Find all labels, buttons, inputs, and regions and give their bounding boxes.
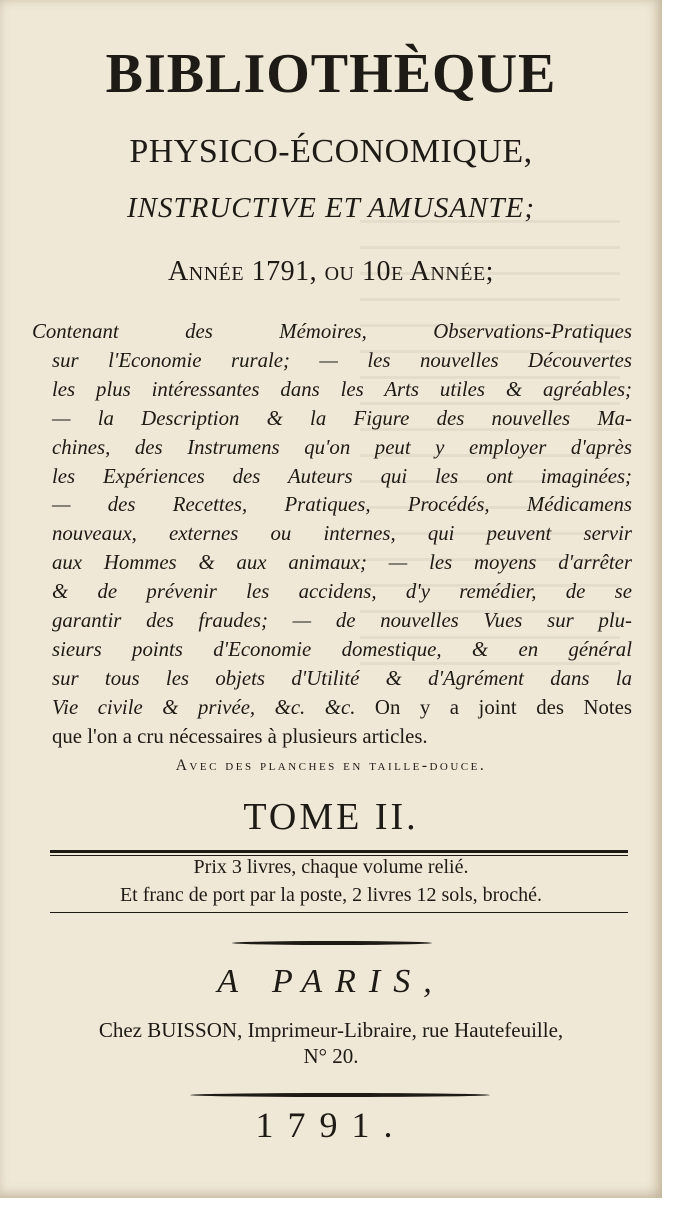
description-line: — des Recettes, Pratiques, Procédés, Médicamens	[52, 493, 632, 517]
description-line: sur tous les objets d'Utilité & d'Agrément dans la	[52, 666, 632, 690]
rule-top-thick	[50, 850, 628, 853]
description-line: que l'on a cru nécessaires à plusieurs articles.	[52, 724, 428, 748]
description-line: Contenant des Mémoires, Observations-Pratiques	[32, 320, 632, 343]
description-line: — la Description & la Figure des nouvelles Ma-	[52, 406, 632, 430]
description-line: les plus intéressantes dans les Arts utiles & agréables;	[52, 377, 632, 401]
street-number: N° 20.	[303, 1044, 359, 1068]
ornamental-rule-1	[232, 941, 432, 945]
year-line: Année 1791, ou 10e Année;	[168, 256, 494, 287]
description-line: sur l'Economie rurale; — les nouvelles Découvertes	[52, 348, 632, 372]
publication-year: 1791.	[255, 1105, 407, 1145]
description-line: sieurs points d'Economie domestique, & en général	[52, 637, 632, 661]
ornamental-rule-2	[190, 1093, 490, 1097]
description-line: nouveaux, externes ou internes, qui peuvent servir	[52, 522, 632, 546]
price-line-2: Et franc de port par la poste, 2 livres 12 sols, broché.	[119, 884, 543, 906]
description-line-italic: Vie civile & privée, &c. &c.	[52, 695, 356, 719]
subtitle-line-2: INSTRUCTIVE ET AMUSANTE;	[126, 192, 535, 224]
description-line-mixed	[32, 694, 632, 723]
book-title: BIBLIOTHÈQUE	[105, 43, 557, 105]
rule-price-bottom	[50, 912, 628, 913]
volume-number: TOME II.	[243, 796, 419, 838]
scan-margin	[662, 0, 676, 1210]
description-line: & de prévenir les accidens, d'y remédier, de se	[52, 580, 632, 604]
description-line: aux Hommes & aux animaux; — les moyens d'arrêter	[52, 551, 632, 575]
subtitle-line-1: PHYSICO-ÉCONOMIQUE,	[129, 133, 533, 170]
description-line: les Expériences des Auteurs qui les ont imaginées;	[52, 464, 632, 488]
price-line-1: Prix 3 livres, chaque volume relié.	[193, 856, 469, 878]
publisher-line: Chez BUISSON, Imprimeur-Libraire, rue Hautefeuille,	[98, 1018, 564, 1042]
description-line: chines, des Instrumens qu'on peut y employer d'après	[52, 435, 632, 459]
description-line: garantir des fraudes; — de nouvelles Vues sur plu-	[52, 609, 632, 633]
plates-note: Avec des planches en taille-douce.	[175, 757, 487, 774]
description-line-roman: On y a joint des Notes	[374, 695, 632, 719]
description-block	[32, 318, 632, 752]
imprint-city: A PARIS,	[217, 963, 445, 1000]
